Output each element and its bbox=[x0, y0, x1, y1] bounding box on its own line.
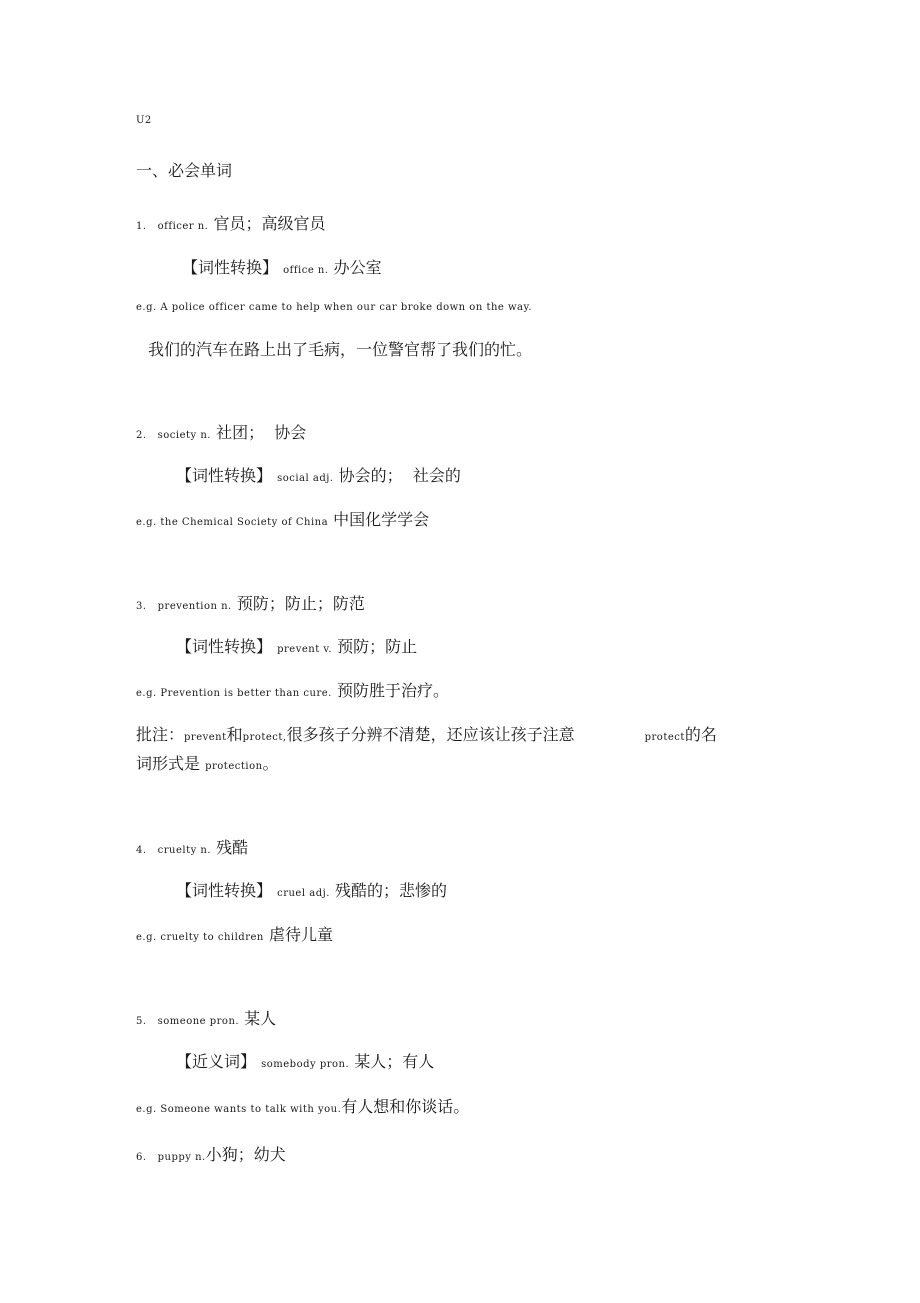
entry-2-example bbox=[136, 507, 429, 530]
entry-number: 5. bbox=[136, 1016, 147, 1027]
entry-5-example bbox=[136, 1094, 469, 1117]
entry-4-conversion bbox=[176, 878, 447, 901]
entry-2-headword bbox=[136, 420, 306, 443]
note-word: protect bbox=[644, 732, 685, 743]
example-en: e.g. cruelty to children bbox=[136, 932, 264, 943]
related-meaning: 协会的； 社会的 bbox=[338, 466, 461, 485]
note-word: prevent bbox=[184, 732, 227, 743]
related-word: cruel adj. bbox=[277, 888, 330, 899]
tag: 【词性转换】 bbox=[176, 466, 273, 485]
example-zh: 预防胜于治疗。 bbox=[336, 681, 449, 700]
entry-number: 4. bbox=[136, 845, 147, 856]
tag: 【词性转换】 bbox=[182, 258, 279, 277]
entry-number: 2. bbox=[136, 430, 147, 441]
entry-2-conversion bbox=[176, 463, 461, 486]
note-label: 批注： bbox=[136, 725, 185, 744]
related-meaning: 办公室 bbox=[333, 258, 382, 277]
meaning: 预防；防止；防范 bbox=[236, 594, 365, 613]
entry-6-headword bbox=[136, 1142, 286, 1165]
related-meaning: 残酷的；悲惨的 bbox=[334, 881, 447, 900]
word: puppy n. bbox=[157, 1152, 206, 1163]
related-meaning: 预防；防止 bbox=[337, 637, 418, 656]
entry-1-example-zh: 我们的汽车在路上出了毛病，一位警官帮了我们的忙。 bbox=[148, 340, 533, 359]
entry-number: 3. bbox=[136, 601, 147, 612]
entry-3-note-line-2 bbox=[136, 751, 279, 774]
related-meaning: 某人；有人 bbox=[354, 1052, 435, 1071]
note-text: 。 bbox=[262, 754, 279, 773]
word: someone pron. bbox=[157, 1016, 240, 1027]
related-word: social adj. bbox=[277, 473, 334, 484]
word: cruelty n. bbox=[157, 845, 212, 856]
unit-label: U2 bbox=[136, 115, 152, 126]
meaning: 残酷 bbox=[216, 838, 249, 857]
entry-number: 1. bbox=[136, 221, 147, 232]
note-text: 的名 bbox=[684, 725, 717, 744]
entry-4-example bbox=[136, 922, 333, 945]
note-word: protect, bbox=[242, 732, 287, 743]
entry-1-conversion bbox=[182, 255, 382, 278]
meaning: 官员；高级官员 bbox=[213, 214, 326, 233]
meaning: 某人 bbox=[244, 1009, 277, 1028]
example-zh: 虐待儿童 bbox=[268, 925, 333, 944]
note-word: protection bbox=[205, 761, 263, 772]
entry-number: 6. bbox=[136, 1152, 147, 1163]
entry-1-example-en: e.g. A police officer came to help when our car broke down on the way. bbox=[136, 302, 533, 313]
word: officer n. bbox=[157, 221, 209, 232]
note-text: 很多孩子分辨不清楚，还应该让孩子注意 bbox=[286, 725, 575, 744]
example-en: e.g. Prevention is better than cure. bbox=[136, 688, 332, 699]
example-en: e.g. Someone wants to talk with you. bbox=[136, 1104, 342, 1115]
entry-4-headword bbox=[136, 835, 248, 858]
meaning: 小狗；幼犬 bbox=[205, 1145, 286, 1164]
related-word: prevent v. bbox=[277, 644, 333, 655]
tag: 【词性转换】 bbox=[176, 637, 273, 656]
word: society n. bbox=[157, 430, 211, 441]
tag: 【近义词】 bbox=[176, 1052, 257, 1071]
example-en: e.g. the Chemical Society of China bbox=[136, 517, 329, 528]
entry-3-headword bbox=[136, 591, 365, 614]
entry-1-headword bbox=[136, 211, 325, 234]
related-word: somebody pron. bbox=[261, 1059, 350, 1070]
related-word: office n. bbox=[283, 265, 329, 276]
entry-3-example bbox=[136, 678, 449, 701]
note-text: 词形式是 bbox=[136, 754, 201, 773]
entry-3-conversion bbox=[176, 634, 417, 657]
example-zh: 中国化学学会 bbox=[333, 510, 430, 529]
entry-3-note-line-1 bbox=[136, 722, 717, 745]
entry-5-synonym bbox=[176, 1049, 434, 1072]
example-zh: 有人想和你谈话。 bbox=[341, 1097, 470, 1116]
tag: 【词性转换】 bbox=[176, 881, 273, 900]
entry-5-headword bbox=[136, 1006, 276, 1029]
section-title: 一、必会单词 bbox=[136, 161, 233, 180]
meaning: 社团； 协会 bbox=[216, 423, 307, 442]
note-text: 和 bbox=[226, 725, 243, 744]
word: prevention n. bbox=[157, 601, 232, 612]
